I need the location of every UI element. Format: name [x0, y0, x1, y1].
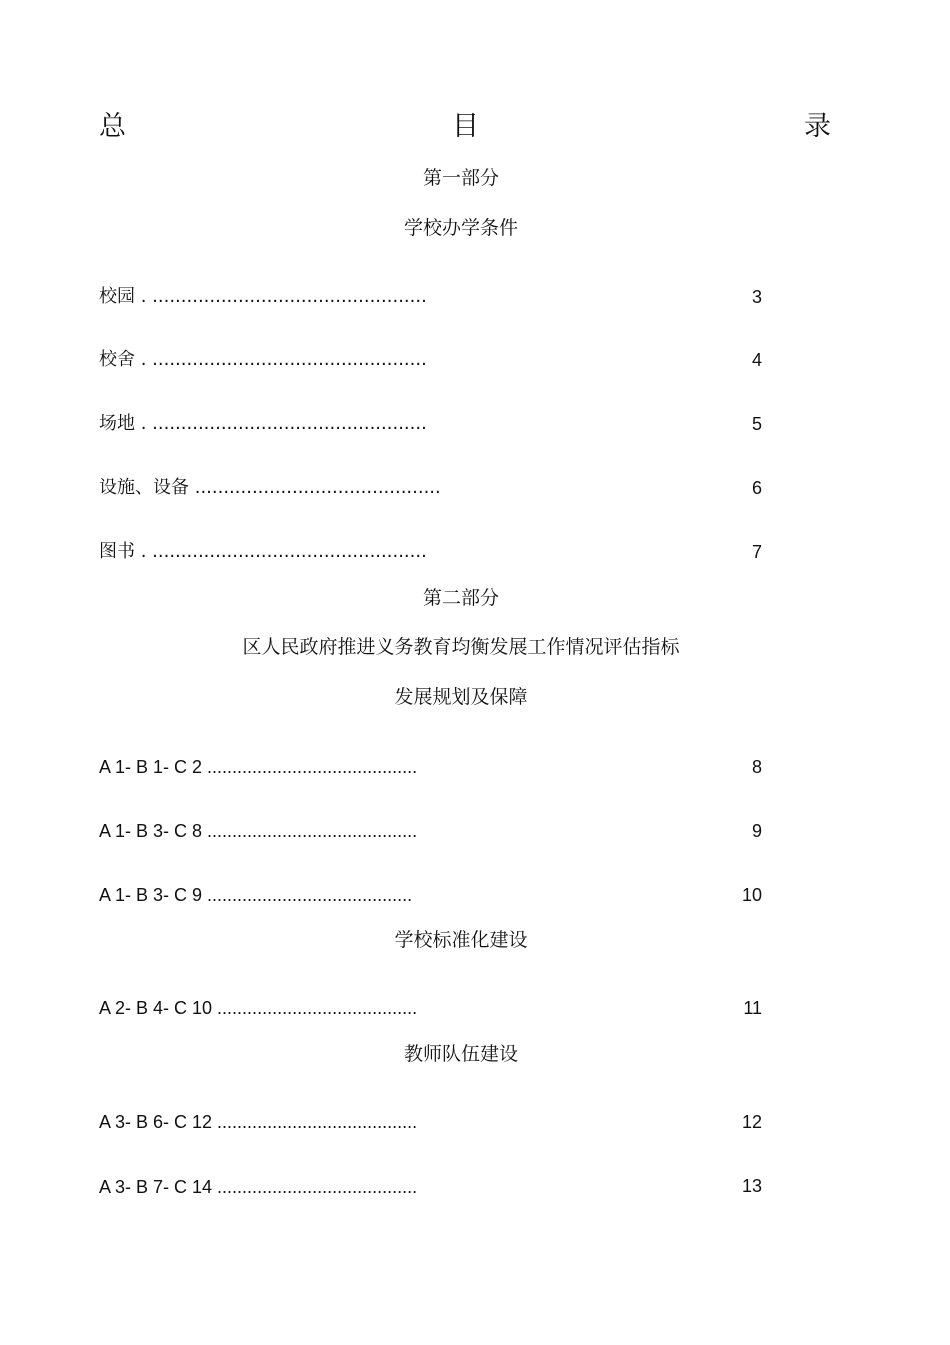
toc-entry-label: 图书 . ................................................ — [99, 541, 427, 562]
toc-entry-label: A 1- B 1- C 2 .......................................... — [99, 757, 418, 777]
toc-title-char-2: 目 — [452, 111, 479, 142]
toc-entry-page: 5 — [751, 414, 762, 434]
toc-entry-page: 11 — [743, 998, 762, 1018]
part2-subheading: 区人民政府推进义务教育均衡发展工作情况评估指标 — [242, 636, 680, 658]
toc-title-char-1: 总 — [99, 111, 126, 142]
toc-entry-page: 6 — [751, 478, 762, 498]
toc-entry-page: 9 — [751, 821, 762, 841]
toc-entry-label: A 3- B 6- C 12 ........................................ — [99, 1112, 418, 1132]
toc-entry-label: A 1- B 3- C 8 .......................................... — [99, 821, 418, 841]
toc-entry-page: 13 — [741, 1176, 762, 1196]
toc-entry-label: A 3- B 7- C 14 ........................................ — [99, 1177, 418, 1197]
part1-subheading: 学校办学条件 — [403, 217, 518, 239]
part2-heading: 第二部分 — [422, 587, 499, 609]
toc-title-char-3: 录 — [804, 111, 831, 142]
toc-entry-page: 8 — [751, 757, 762, 777]
toc-entry-page: 12 — [741, 1112, 762, 1132]
section-title: 学校标准化建设 — [394, 929, 528, 951]
part1-heading: 第一部分 — [422, 167, 499, 189]
section-title: 教师队伍建设 — [403, 1043, 518, 1065]
toc-entry-label: A 1- B 3- C 9 ......................................... — [99, 885, 413, 905]
toc-entry-label: 设施、设备 ........................................... — [99, 477, 441, 498]
toc-entry-label: 校园 . ................................................ — [99, 286, 427, 307]
toc-entry-label: 场地 . ................................................ — [99, 413, 427, 434]
toc-entry-page: 4 — [751, 350, 762, 370]
section-title: 发展规划及保障 — [394, 686, 528, 708]
toc-entry-page: 10 — [741, 885, 762, 905]
toc-entry-page: 7 — [751, 542, 762, 562]
toc-entry-label: A 2- B 4- C 10 ........................................ — [99, 998, 418, 1018]
toc-entry-label: 校舍 . ................................................ — [99, 349, 427, 370]
toc-entry-page: 3 — [751, 287, 762, 307]
